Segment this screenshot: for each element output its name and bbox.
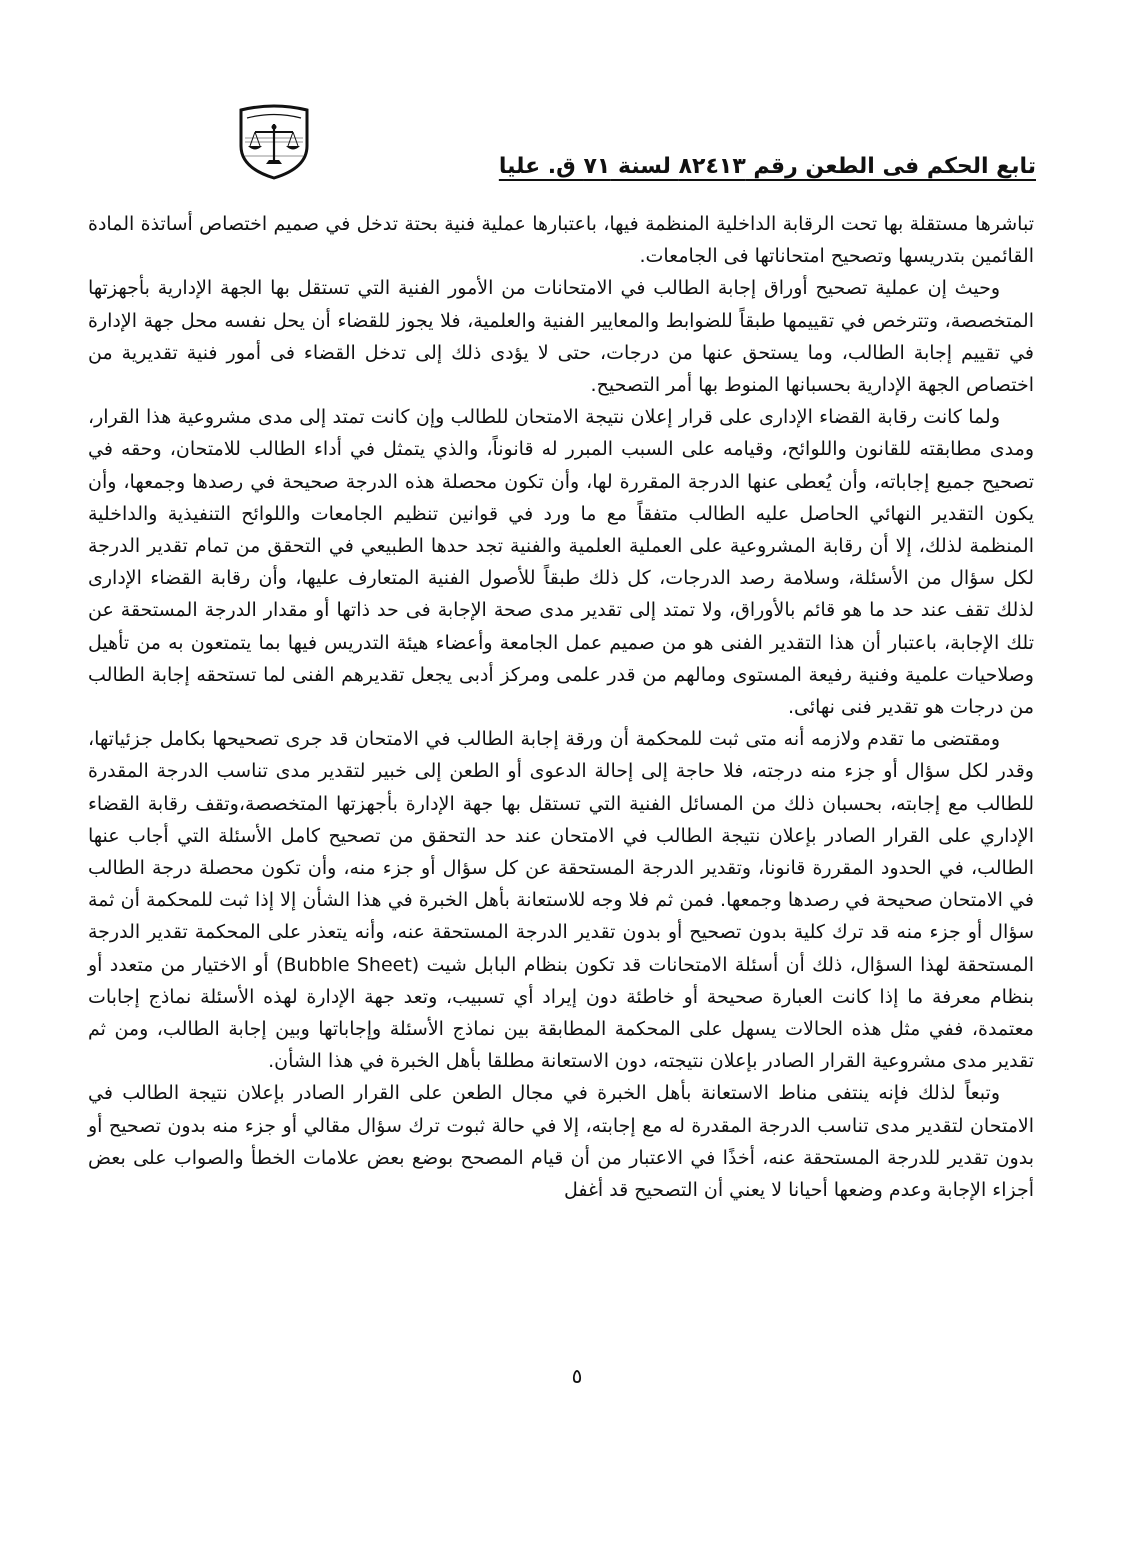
judgment-header-title: تابع الحكم فى الطعن رقم ٨٢٤١٣ لسنة ٧١ ق. عليا [498,154,1036,179]
paragraph-4: ومقتضى ما تقدم ولازمه أنه متى ثبت للمحكمة أن ورقة إجابة الطالب في الامتحان قد جرى تصحيحها بكامل جزئياتها، وقدر لكل سؤال أو جزء منه درجته، فلا حاجة إلى إحالة الدعوى أو الطعن إلى خبير لتقدير مدى تناسب الدرجة المقدرة للطالب مع إجابته، بحسبان ذلك من المسائل الفنية التي تستقل بها جهة الإدارة بأجهزتها المتخصصة،وتقف رقابة القضاء الإداري على القرار الصادر بإعلان نتيجة الطالب في الامتحان عند حد التحقق من تصحيح كامل الأسئلة التي أجاب عنها الطالب، في الحدود المقررة قانونا، وتقدير الدرجة المستحقة عن كل سؤال أو جزء منه، وأن تكون محصلة درجة الطالب في الامتحان صحيحة في رصدها وجمعها. فمن ثم فلا وجه للاستعانة بأهل الخبرة في هذا الشأن إلا إذا ثبت للمحكمة أن ثمة سؤال أو جزء منه قد ترك كلية بدون تصحيح أو بدون تقدير الدرجة المستحقة عنه، وأنه يتعذر على المحكمة تقدير الدرجة المستحقة لهذا السؤال، ذلك أن أسئلة الامتحانات قد تكون بنظام البابل شيت (Bubble Sheet) أو الاختيار من متعدد أو بنظام معرفة ما إذا كانت العبارة صحيحة أو خاطئة دون إيراد أي تسبيب، وتعد جهة الإدارة لهذه الأسئلة نماذج إجابات معتمدة، ففي مثل هذه الحالات يسهل على المحكمة المطابقة بين نماذج الأسئلة وإجاباتها وبين إجابة الطالب، ومن ثم تقدير مدى مشروعية القرار الصادر بإعلان نتيجته، دون الاستعانة مطلقا بأهل الخبرة في هذا الشأن. [88,728,1034,1073]
judgment-body [88,208,1034,1206]
paragraph-5: وتبعاً لذلك فإنه ينتفى مناط الاستعانة بأهل الخبرة في مجال الطعن على القرار الصادر بإعلان نتيجة الطالب في الامتحان لتقدير مدى تناسب الدرجة المقدرة له مع إجابته، إلا في حالة ثبوت ترك سؤال مقالي أو جزء منه بدون تصحيح أو بدون تقدير للدرجة المستحقة عنه، أخذًا في الاعتبار من أن قيام المصحح بوضع بعض علامات الخطأ والصواب على بعض أجزاء الإجابة وعدم وضعها أحيانا لا يعني أن التصحيح قد أغفل [88,1082,1034,1202]
page-number: ٥ [571,1364,583,1388]
paragraph-3: ولما كانت رقابة القضاء الإدارى على قرار إعلان نتيجة الامتحان للطالب وإن كانت تمتد إلى مدى مشروعية هذا القرار، ومدى مطابقته للقانون واللوائح، وقيامه على السبب المبرر له قانوناً، والذي يتمثل في أداء الطالب للامتحان، وحقه في تصحيح جميع إجاباته، وأن يُعطى عنها الدرجة المقررة لها، وأن تكون محصلة هذه الدرجة صحيحة في رصدها وجمعها، وأن يكون التقدير النهائي الحاصل عليه الطالب متفقاً مع ما ورد في قوانين تنظيم الجامعات واللوائح التنفيذية والداخلية المنظمة لذلك، إلا أن رقابة المشروعية على العملية العلمية والفنية تجد حدها الطبيعي في التحقق من تمام تقدير الدرجة لكل سؤال من الأسئلة، وسلامة رصد الدرجات، كل ذلك طبقاً للأصول الفنية المتعارف عليها، وأن رقابة القضاء الإدارى لذلك تقف عند حد ما هو قائم بالأوراق، ولا تمتد إلى تقدير مدى صحة الإجابة فى حد ذاتها أو مقدار الدرجة المستحقة عن تلك الإجابة، باعتبار أن هذا التقدير الفنى هو من صميم عمل الجامعة وأعضاء هيئة التدريس فيها بما يتمتعون به من تأهيل وصلاحيات علمية وفنية رفيعة المستوى ومالهم من قدر علمى ومركز أدبى يجعل تقديرهم الفنى لما تستحقه إجابة الطالب من درجات هو تقدير فنى نهائى. [88,406,1034,719]
paragraph-2: وحيث إن عملية تصحيح أوراق إجابة الطالب في الامتحانات من الأمور الفنية التي تستقل بها الجهة الإدارية بأجهزتها المتخصصة، وتترخص في تقييمها طبقاً للضوابط والمعايير الفنية والعلمية، فلا يجوز للقضاء أن يحل نفسه محل جهة الإدارة في تقييم إجابة الطالب، وما يستحق عنها من درجات، حتى لا يؤدى ذلك إلى تدخل القضاء فى أمور فنية تقديرية من اختصاص الجهة الإدارية بحسبانها المنوط بها أمر التصحيح. [88,277,1034,397]
paragraph-1: تباشرها مستقلة بها تحت الرقابة الداخلية المنظمة فيها، باعتبارها عملية فنية بحتة تدخل في صميم اختصاص أساتذة المادة القائمين بتدريسها وتصحيح امتحاناتها فى الجامعات. [88,213,1034,268]
